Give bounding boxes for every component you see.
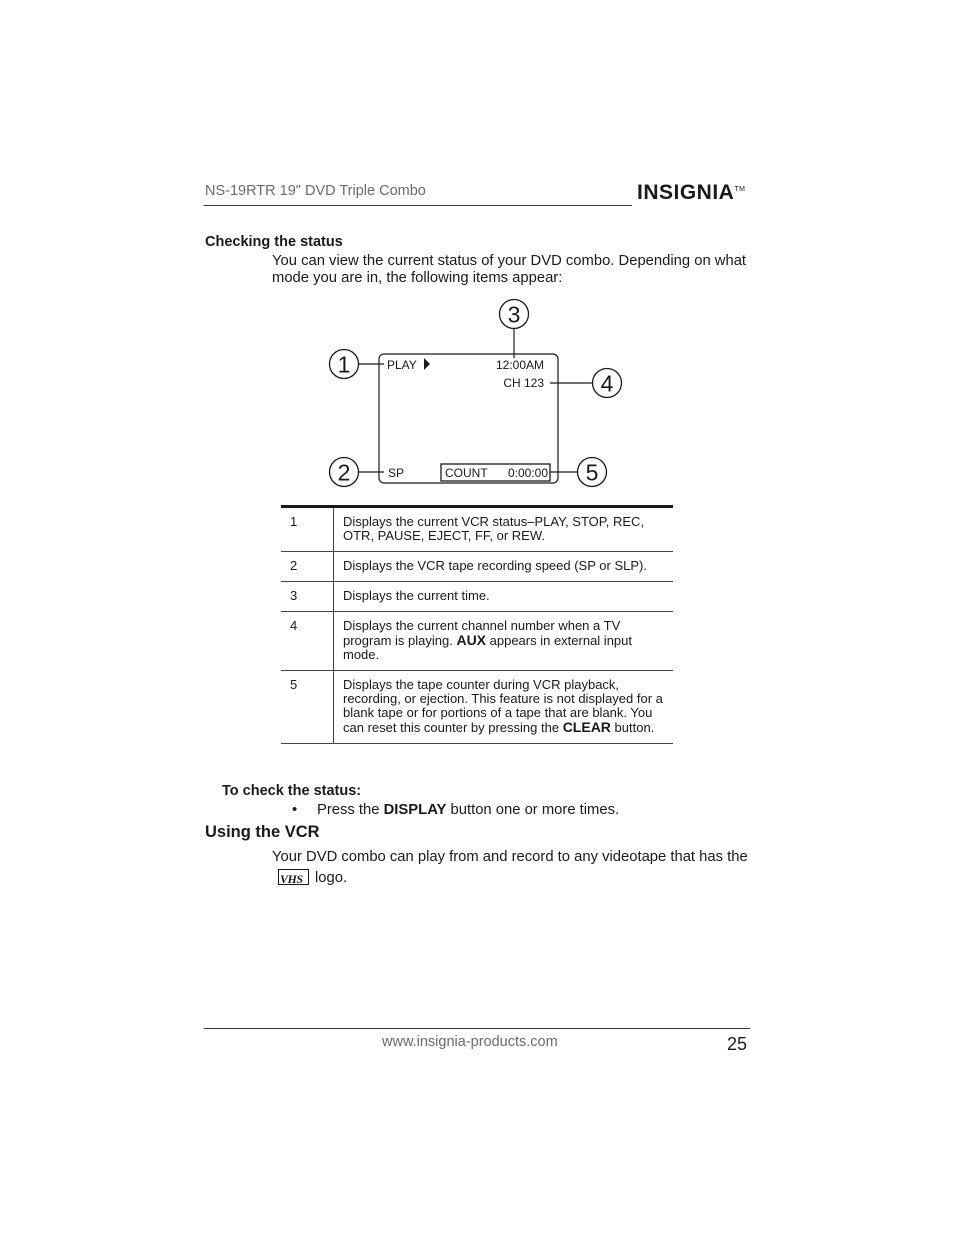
header-title: NS-19RTR 19" DVD Triple Combo <box>205 183 426 199</box>
osd-time: 12:00AM <box>495 358 544 372</box>
status-diagram <box>320 295 640 495</box>
row-text-pre: Displays the tape counter during VCR playback, recording, or ejection. This feature is not displayed for a blank tape or for portions of a tape that are blank. You can reset this counter by pressing the <box>343 677 663 735</box>
header-rule <box>204 205 632 206</box>
subheading-to-check-status: To check the status: <box>222 783 362 799</box>
row-text-post: appears in external input mode. <box>343 633 632 662</box>
osd-play-label: PLAY <box>387 358 417 372</box>
display-keyword: DISPLAY <box>383 802 447 818</box>
intro-paragraph: You can view the current status of your DVD combo. Depending on what mode you are in, the following items appear: <box>272 253 747 286</box>
row-text-pre: Displays the current channel number when a TV program is playing. <box>343 618 621 648</box>
footer-rule <box>204 1028 750 1029</box>
vcr-text-pre: Your DVD combo can play from and record to any videotape that has the <box>272 849 748 865</box>
row-description <box>334 612 674 671</box>
osd-count-label: COUNT <box>445 466 488 480</box>
vcr-text-post: logo. <box>315 870 348 886</box>
insignia-logo <box>637 181 745 205</box>
row-number: 1 <box>281 507 334 552</box>
table-row <box>281 507 673 552</box>
vhs-logo-icon <box>278 869 309 885</box>
row-number: 5 <box>281 671 334 744</box>
status-items-table <box>281 505 673 744</box>
osd-speed: SP <box>388 466 405 480</box>
section-heading-using-vcr: Using the VCR <box>205 823 320 841</box>
osd-channel: CH 123 <box>503 376 544 390</box>
bullet-dot: • <box>292 802 298 818</box>
row-number: 4 <box>281 612 334 671</box>
callout-number-1: 1 <box>337 351 351 378</box>
row-description: Displays the current time. <box>334 582 674 612</box>
logo-tm: TM <box>734 186 746 193</box>
row-description: Displays the current VCR status–PLAY, STOP, REC, OTR, PAUSE, EJECT, FF, or REW. <box>334 507 674 552</box>
logo-text: INSIGNIA <box>637 181 735 204</box>
row-number: 3 <box>281 582 334 612</box>
osd-count-value: 0:00:00 <box>507 466 548 480</box>
callout-number-3: 3 <box>507 301 521 328</box>
table-row <box>281 582 673 612</box>
vhs-logo-text: VHS <box>280 872 303 886</box>
aux-keyword: AUX <box>456 632 487 648</box>
row-description: Displays the VCR tape recording speed (SP or SLP). <box>334 552 674 582</box>
row-text-post: button. <box>610 720 655 735</box>
bullet-text-post: button one or more times. <box>446 802 620 818</box>
vcr-paragraph <box>272 847 752 889</box>
footer-url: www.insignia-products.com <box>382 1034 558 1050</box>
callout-number-5: 5 <box>585 459 599 486</box>
bullet-text-pre: Press the <box>317 802 384 818</box>
section-heading-checking-status: Checking the status <box>205 234 343 250</box>
table-row <box>281 671 673 744</box>
play-triangle-icon <box>424 358 430 370</box>
callout-number-4: 4 <box>600 370 614 397</box>
clear-keyword: CLEAR <box>562 719 611 735</box>
page-number: 25 <box>727 1034 748 1054</box>
table-row <box>281 552 673 582</box>
table-row <box>281 612 673 671</box>
row-description <box>334 671 674 744</box>
bullet-item <box>292 802 619 818</box>
row-number: 2 <box>281 552 334 582</box>
callout-number-2: 2 <box>337 459 351 486</box>
